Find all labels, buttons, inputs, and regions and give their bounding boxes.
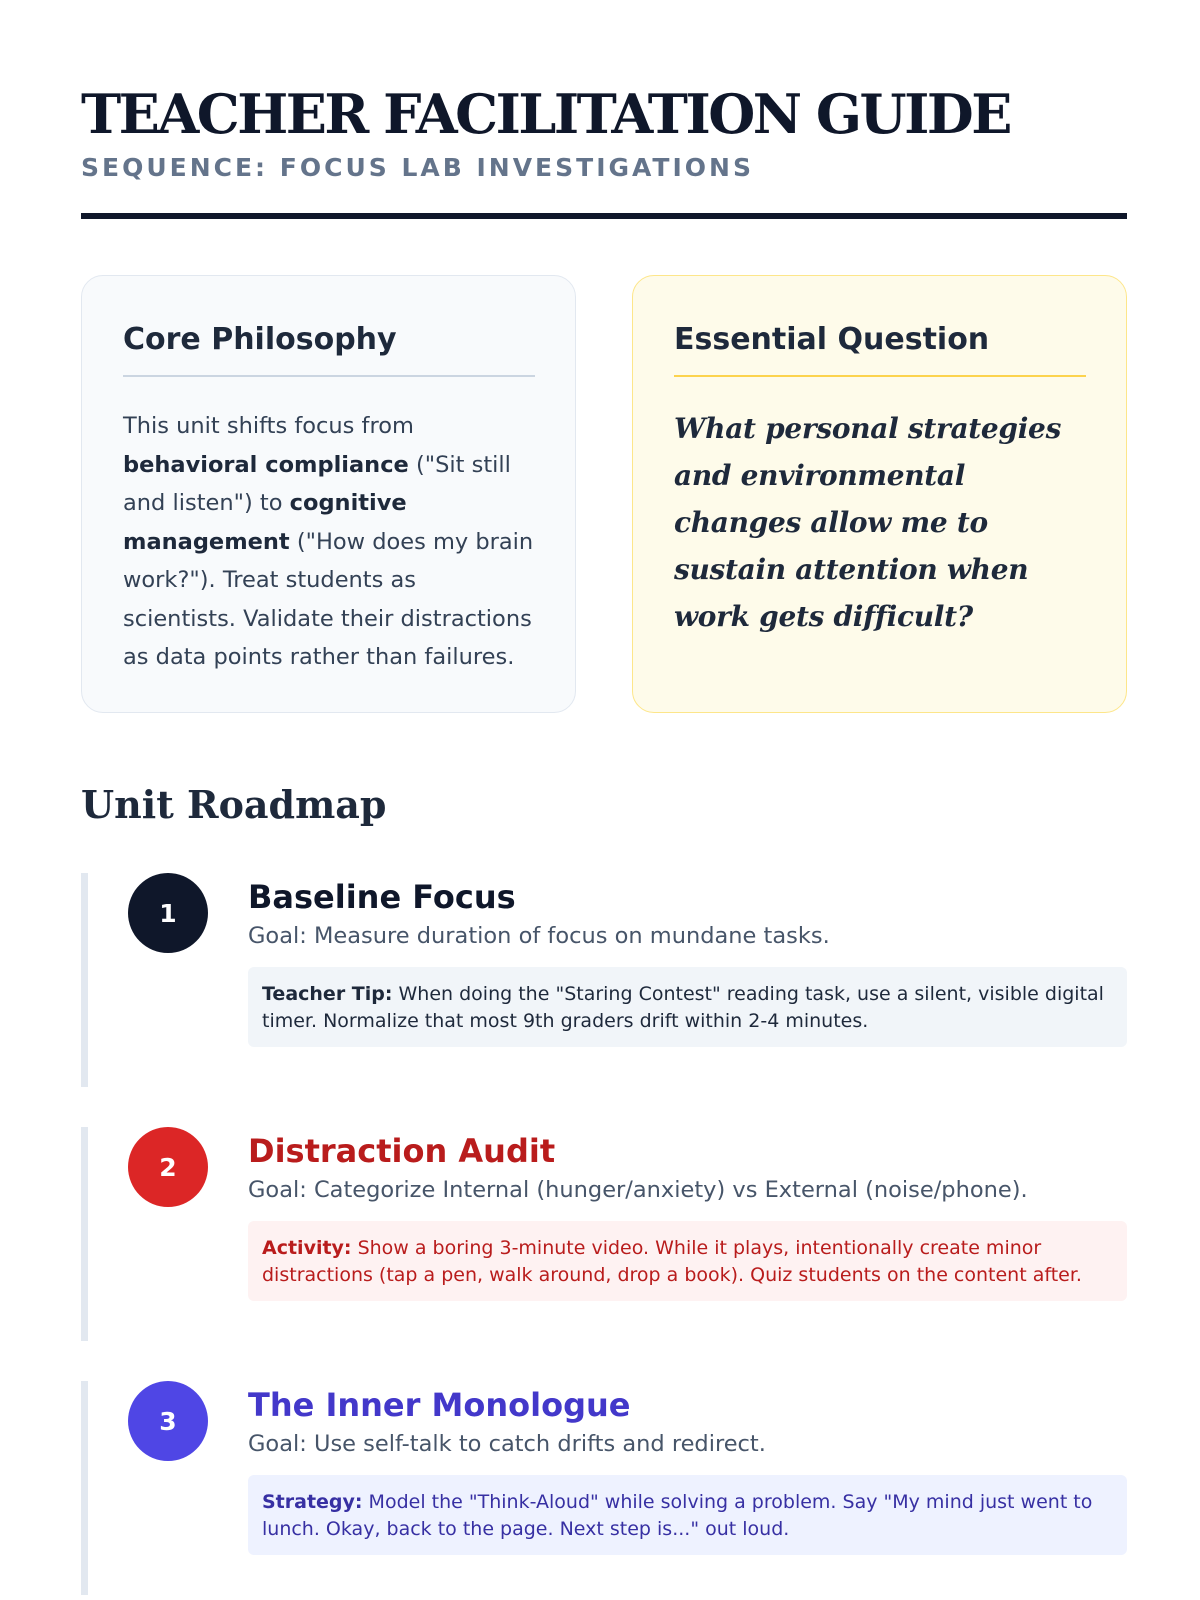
step-strategy-label: Strategy: [262,1491,363,1513]
step-activity-text: Show a boring 3-minute video. While it plays, intentionally create minor distractions (tap a pen, walk around, drop a book). Quiz students on the content after. [262,1237,1082,1286]
roadmap-step-3 [81,1381,1127,1595]
step-timeline-bar [81,1127,88,1341]
roadmap-step-1 [81,873,1127,1087]
essential-question-text: What personal strategies and environmental changes allow me to sustain attention when work gets difficult? [674,412,1062,633]
page-subtitle: SEQUENCE: FOCUS LAB INVESTIGATIONS [81,153,754,182]
step-goal: Goal: Measure duration of focus on mundane tasks. [248,923,830,949]
essential-question-heading: Essential Question [674,322,1086,377]
philosophy-text-part-2: ("Sit still and listen") to [123,451,511,516]
page-title: TEACHER FACILITATION GUIDE [81,82,1010,146]
unit-roadmap-heading: Unit Roadmap [81,782,387,827]
step-tip-box [248,967,1127,1047]
philosophy-text-part-3: ("How does my brain work?"). Treat students as scientists. Validate their distractions as data points rather than failures. [123,528,534,670]
roadmap-step-2 [81,1127,1127,1341]
step-title: Baseline Focus [248,878,516,916]
step-activity-label: Activity: [262,1237,352,1259]
step-strategy-text: Model the "Think-Aloud" while solving a problem. Say "My mind just went to lunch. Okay, back to the page. Next step is..." out loud. [262,1491,1093,1540]
step-timeline-bar [81,873,88,1087]
step-title: The Inner Monologue [248,1386,631,1424]
philosophy-text-part-1: This unit shifts focus from [123,413,414,439]
step-timeline-bar [81,1381,88,1595]
step-strategy-box [248,1475,1127,1555]
step-tip-label: Teacher Tip: [262,983,393,1005]
essential-question-card [632,275,1127,713]
step-goal: Goal: Categorize Internal (hunger/anxiety) vs External (noise/phone). [248,1177,1028,1203]
philosophy-bold-behavioral: behavioral compliance [123,451,409,478]
step-number-badge: 1 [128,873,208,953]
core-philosophy-heading: Core Philosophy [123,322,535,377]
step-goal: Goal: Use self-talk to catch drifts and redirect. [248,1431,766,1457]
step-activity-box [248,1221,1127,1301]
step-title: Distraction Audit [248,1132,556,1170]
step-tip-text: When doing the "Staring Contest" reading task, use a silent, visible digital timer. Normalize that most 9th graders drift within 2-4 minutes. [262,983,1104,1032]
core-philosophy-card [81,275,576,713]
core-philosophy-text [123,407,535,677]
step-number-badge: 3 [128,1381,208,1461]
step-number-badge: 2 [128,1127,208,1207]
header-divider [81,213,1127,219]
philosophy-bold-cognitive: cognitive management [123,490,407,555]
